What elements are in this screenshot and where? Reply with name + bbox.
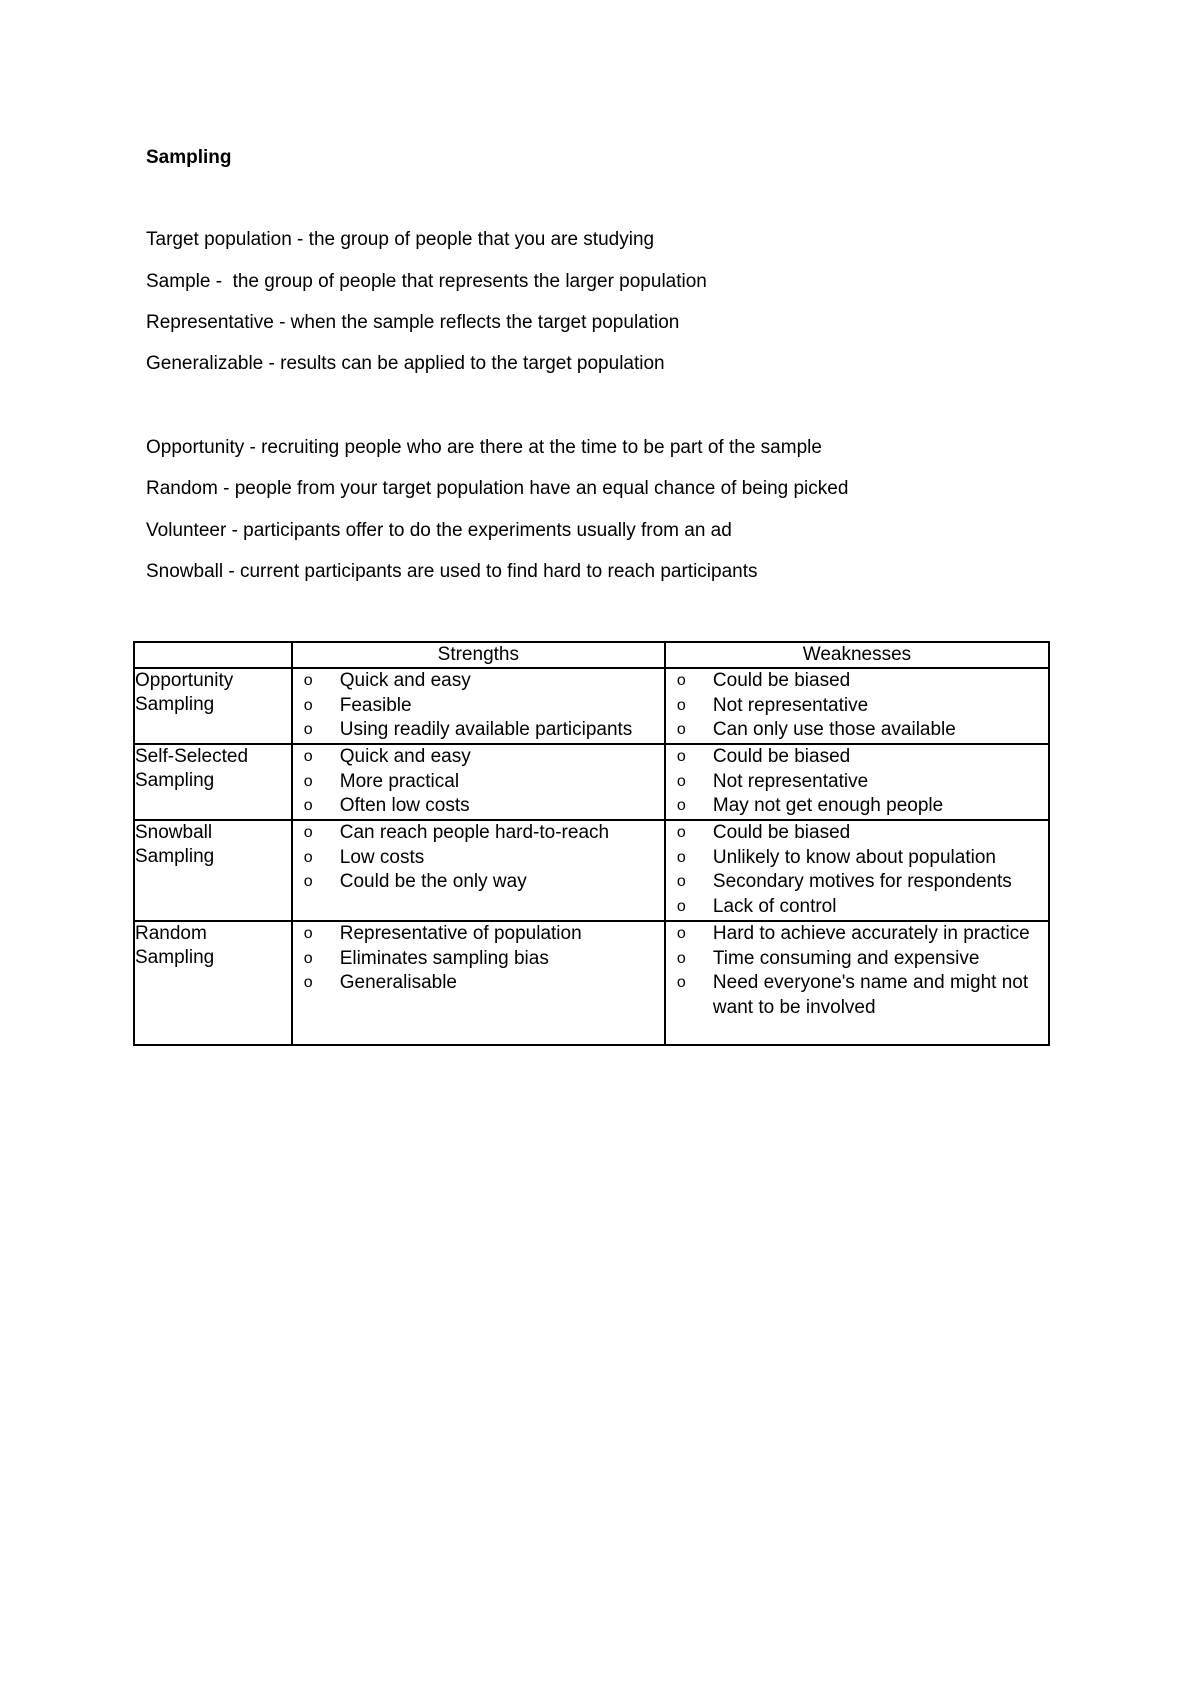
list-item-text: Lack of control <box>712 895 837 917</box>
bullet-marker: o <box>676 696 686 714</box>
strengths-cell <box>292 744 665 820</box>
list-item <box>293 770 664 795</box>
bullet-marker: o <box>303 949 313 967</box>
header-weaknesses: Weaknesses <box>665 642 1049 668</box>
bullet-marker: o <box>303 873 313 890</box>
bullet-marker: o <box>303 721 313 738</box>
page-title: Sampling <box>146 147 232 168</box>
list-item <box>666 694 1048 719</box>
list-item-text: Feasible <box>339 694 412 716</box>
strengths-cell <box>292 668 665 744</box>
list-item-text: Quick and easy <box>339 746 471 767</box>
list-item <box>293 821 664 846</box>
bullet-marker: o <box>676 925 686 942</box>
row-label-line: Sampling <box>135 947 215 968</box>
definition-generalizable: Generalizable - results can be applied to the target population <box>146 353 665 374</box>
list-item <box>293 947 664 972</box>
weaknesses-cell <box>665 820 1049 921</box>
list-item <box>666 821 1048 846</box>
row-label-line: Sampling <box>135 770 215 791</box>
method-volunteer: Volunteer - participants offer to do the experiments usually from an ad <box>146 520 732 541</box>
list-item <box>293 669 664 694</box>
bullet-marker: o <box>676 897 686 915</box>
weaknesses-cell <box>665 668 1049 744</box>
sampling-comparison-table <box>133 641 1050 1046</box>
list-item <box>666 669 1048 694</box>
method-opportunity: Opportunity - recruiting people who are there at the time to be part of the sample <box>146 437 822 458</box>
strengths-cell <box>292 921 665 1045</box>
list-item-text: Unlikely to know about population <box>712 846 996 868</box>
row-label-line: Opportunity <box>135 670 234 691</box>
bullet-marker: o <box>676 974 686 991</box>
weaknesses-cell <box>665 744 1049 820</box>
list-item-text: Can reach people hard-to-reach <box>339 822 610 843</box>
list-item <box>293 745 664 770</box>
list-item <box>666 718 1048 743</box>
list-item-text: Representative of population <box>339 923 582 944</box>
row-label-line: Sampling <box>135 846 215 867</box>
list-item <box>666 870 1048 895</box>
list-item <box>293 718 664 743</box>
list-item <box>293 794 664 819</box>
list-item <box>666 895 1048 920</box>
definition-sample: Sample - the group of people that represents the larger population <box>146 271 707 292</box>
list-item-text: Could be biased <box>712 670 851 691</box>
bullet-marker: o <box>303 925 313 942</box>
strengths-cell <box>292 820 665 921</box>
list-item <box>666 745 1048 770</box>
bullet-marker: o <box>303 696 313 714</box>
list-item-text: Time consuming and expensive <box>712 947 980 969</box>
list-item-text: Hard to achieve accurately in practice <box>712 923 1030 944</box>
bullet-marker: o <box>676 848 686 866</box>
list-item-text: Using readily available participants <box>339 719 633 740</box>
list-item-text: May not get enough people <box>712 795 944 816</box>
definition-target-population: Target population - the group of people that you are studying <box>146 229 655 250</box>
list-item-text: Eliminates sampling bias <box>339 947 549 969</box>
bullet-marker: o <box>303 974 313 991</box>
list-item-text: Often low costs <box>339 795 470 816</box>
list-item <box>293 971 664 996</box>
table-row <box>134 744 1049 820</box>
list-item <box>293 846 664 871</box>
bullet-marker: o <box>676 721 686 738</box>
bullet-marker: o <box>303 772 313 790</box>
list-item <box>293 694 664 719</box>
list-item <box>666 846 1048 871</box>
method-snowball: Snowball - current participants are used to find hard to reach participants <box>146 561 758 582</box>
bullet-marker: o <box>676 748 686 765</box>
bullet-marker: o <box>303 797 313 814</box>
row-label <box>134 668 292 744</box>
list-item-text: Could be the only way <box>339 871 527 892</box>
list-item-text: Not representative <box>712 770 869 792</box>
method-random: Random - people from your target population have an equal chance of being picked <box>146 478 849 499</box>
list-item-text: Quick and easy <box>339 670 471 691</box>
list-item <box>666 794 1048 819</box>
table-row <box>134 820 1049 921</box>
bullet-marker: o <box>676 873 686 890</box>
table-header-row <box>134 642 1049 668</box>
bullet-marker: o <box>303 672 313 689</box>
header-strengths: Strengths <box>292 642 665 668</box>
row-label <box>134 744 292 820</box>
list-item-text: Can only use those available <box>712 719 956 740</box>
row-label-line: Random <box>135 923 207 944</box>
definition-representative: Representative - when the sample reflects the target population <box>146 312 680 333</box>
bullet-marker: o <box>303 824 313 841</box>
list-item <box>666 922 1048 947</box>
table-row <box>134 921 1049 1045</box>
bullet-marker: o <box>303 848 313 866</box>
list-item-text: Secondary motives for respondents <box>712 871 1012 892</box>
table-row <box>134 668 1049 744</box>
header-blank <box>134 642 292 668</box>
bullet-marker: o <box>676 949 686 967</box>
row-label-line: Self-Selected <box>135 746 249 767</box>
list-item <box>666 947 1048 972</box>
list-item <box>293 922 664 947</box>
bullet-marker: o <box>676 672 686 689</box>
list-item-text: Could be biased <box>712 822 851 843</box>
list-item <box>293 870 664 895</box>
weaknesses-cell <box>665 921 1049 1045</box>
list-item <box>666 971 1048 1020</box>
bullet-marker: o <box>676 797 686 814</box>
list-item <box>666 770 1048 795</box>
list-item-text: Could be biased <box>712 746 851 767</box>
row-label-line: Snowball <box>135 822 213 843</box>
list-item-text: Generalisable <box>339 972 457 993</box>
row-label <box>134 921 292 1045</box>
row-label-line: Sampling <box>135 694 215 715</box>
list-item-text: Need everyone's name and might not want to be involved <box>712 972 1029 1018</box>
row-label <box>134 820 292 921</box>
list-item-text: More practical <box>339 770 460 792</box>
bullet-marker: o <box>676 772 686 790</box>
bullet-marker: o <box>676 824 686 841</box>
list-item-text: Low costs <box>339 846 425 868</box>
bullet-marker: o <box>303 748 313 765</box>
list-item-text: Not representative <box>712 694 869 716</box>
